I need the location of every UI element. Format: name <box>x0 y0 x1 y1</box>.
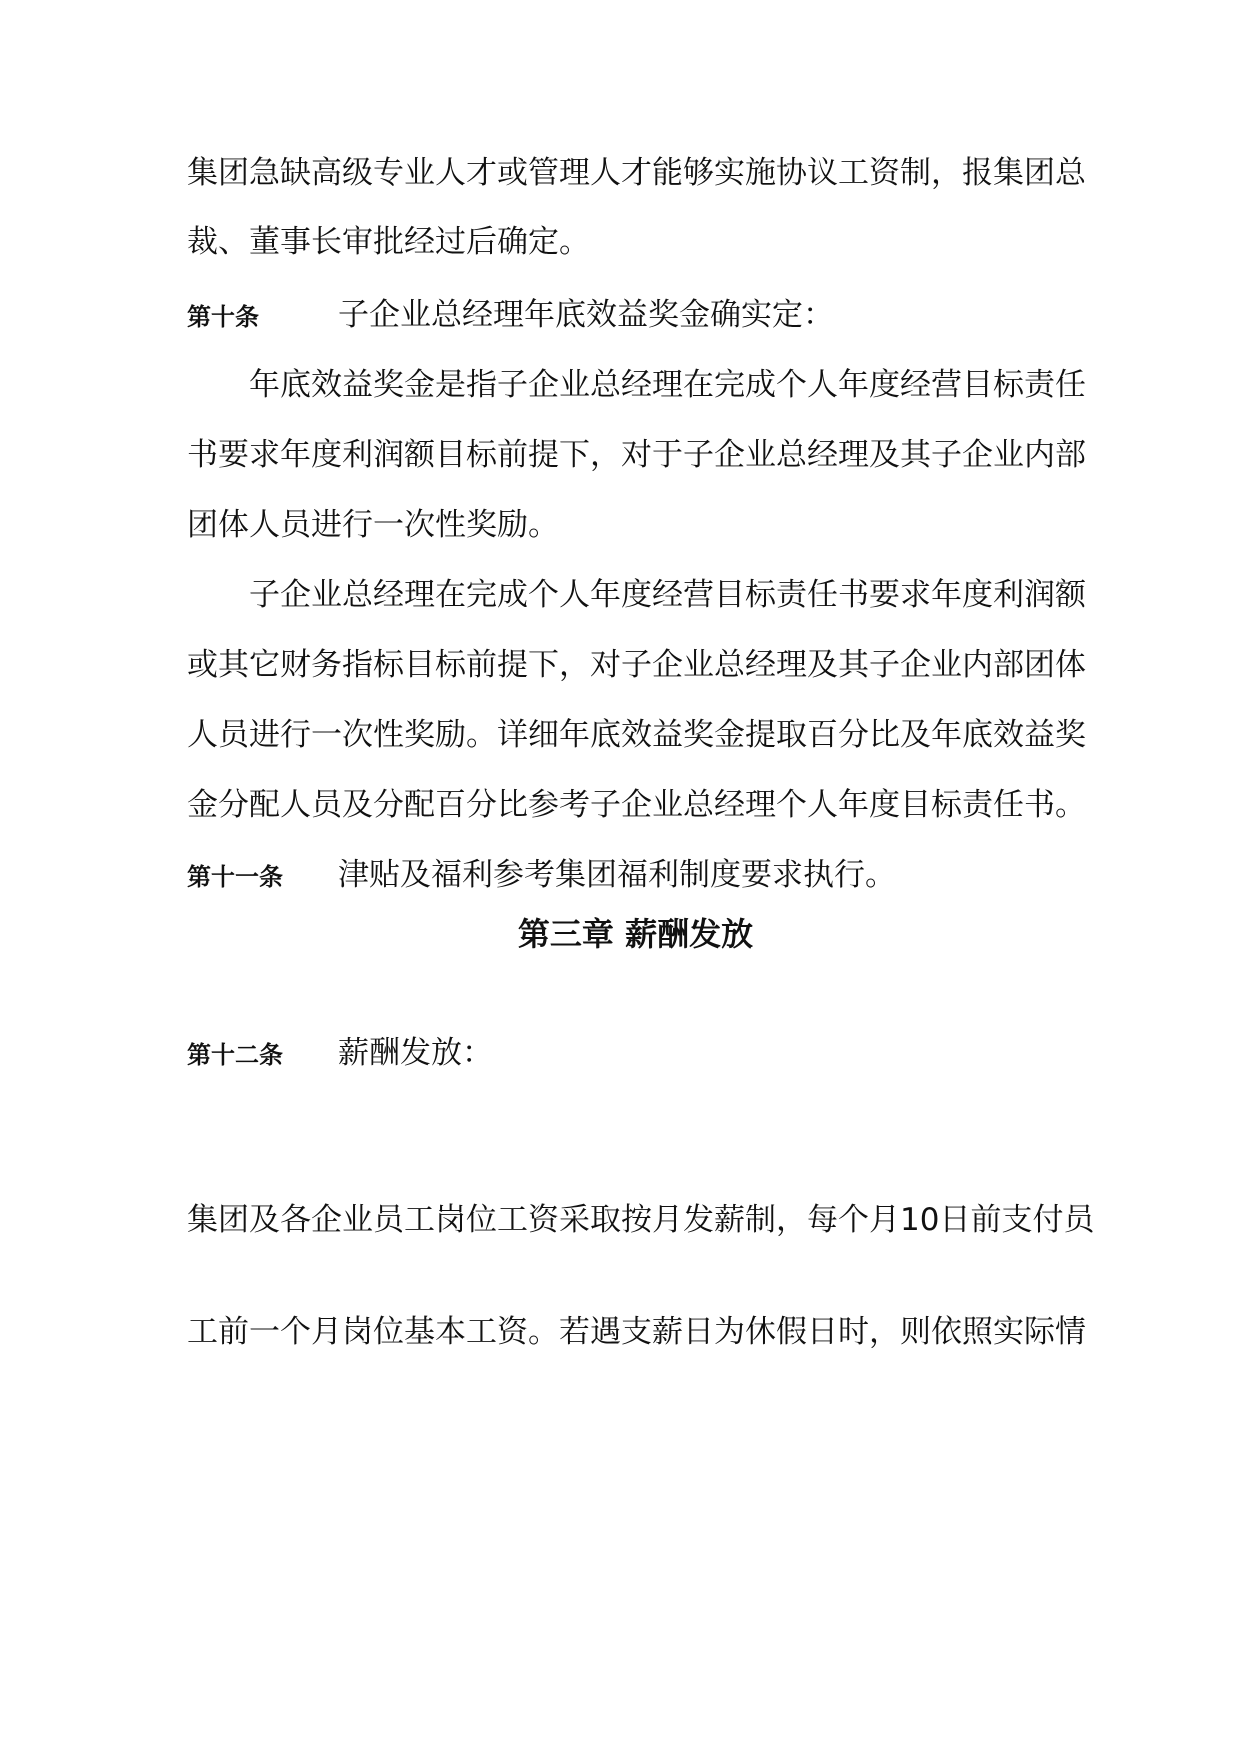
paragraph-line: 集团急缺高级专业人才或管理人才能够实施协议工资制，报集团总 <box>187 155 1086 191</box>
article-text: 津贴及福利参考集团福利制度要求执行。 <box>338 857 896 893</box>
paragraph-line: 年底效益奖金是指子企业总经理在完成个人年度经营目标责任 <box>249 367 1086 403</box>
article-label: 第十一条 <box>187 863 283 891</box>
chapter-title: 第三章 薪酬发放 <box>517 915 754 953</box>
paragraph-line: 书要求年度利润额目标前提下，对于子企业总经理及其子企业内部 <box>187 437 1086 473</box>
article-label: 第十二条 <box>187 1041 283 1069</box>
paragraph-line: 子企业总经理在完成个人年度经营目标责任书要求年度利润额 <box>249 577 1086 613</box>
paragraph-line: 团体人员进行一次性奖励。 <box>187 507 559 543</box>
article-text: 子企业总经理年底效益奖金确实定： <box>338 297 834 333</box>
paragraph-line: 工前一个月岗位基本工资。若遇支薪日为休假日时，则依照实际情 <box>187 1314 1086 1350</box>
paragraph-line: 集团及各企业员工岗位工资采取按月发薪制，每个月10日前支付员 <box>187 1202 1095 1238</box>
paragraph-line: 裁、董事长审批经过后确定。 <box>187 224 590 260</box>
paragraph-line: 金分配人员及分配百分比参考子企业总经理个人年度目标责任书。 <box>187 787 1086 823</box>
article-label: 第十条 <box>187 303 259 331</box>
article-text: 薪酬发放： <box>338 1035 493 1071</box>
paragraph-line: 或其它财务指标目标前提下，对子企业总经理及其子企业内部团体 <box>187 647 1086 683</box>
paragraph-line: 人员进行一次性奖励。详细年底效益奖金提取百分比及年底效益奖 <box>187 717 1086 753</box>
